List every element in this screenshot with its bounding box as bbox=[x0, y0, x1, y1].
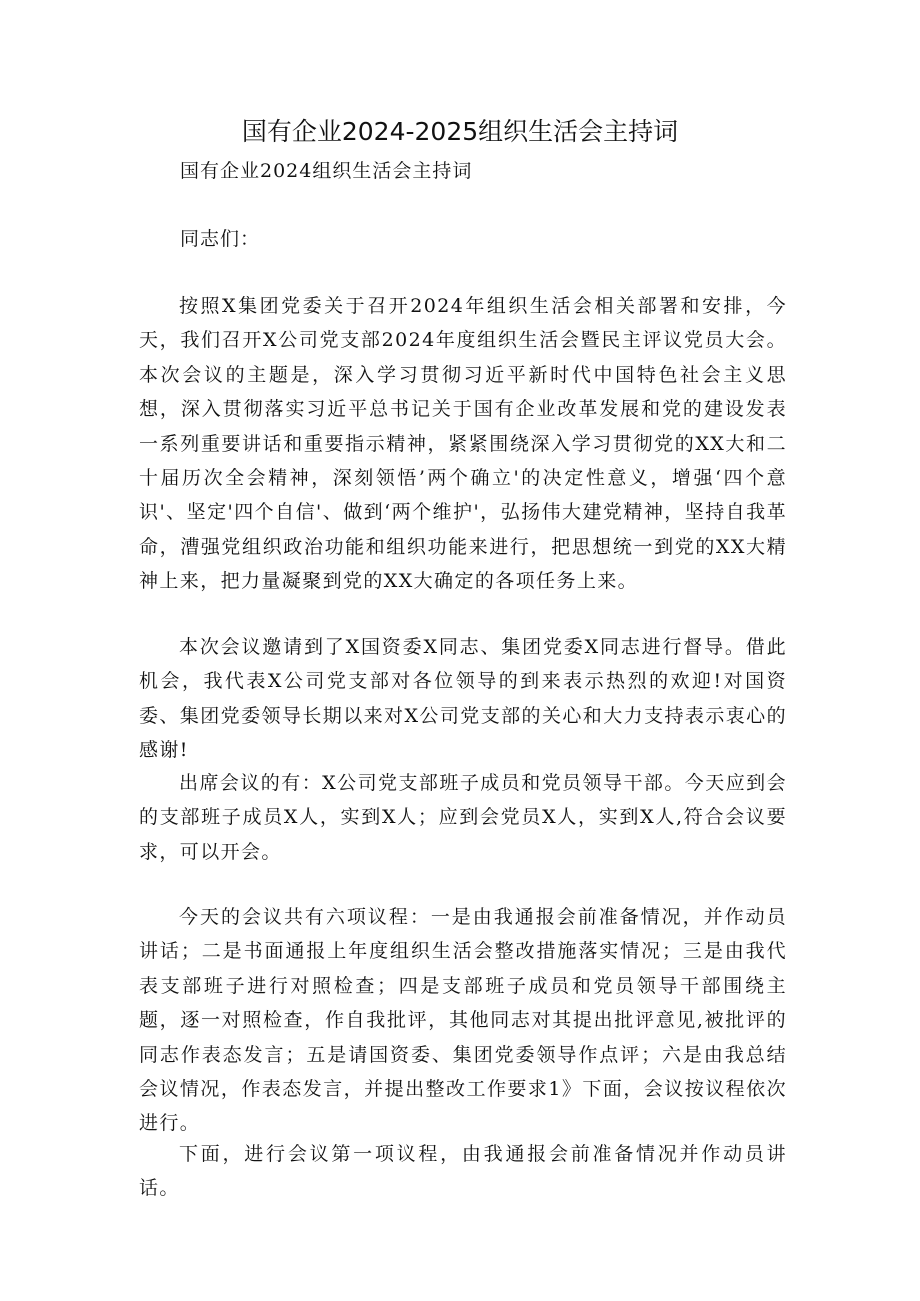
paragraph-agenda: 今天的会议共有六项议程：一是由我通报会前准备情况，并作动员讲话；二是书面通报上年度组织生活会整改措施落实情况；三是由我代表支部班子进行对照检查；四是支部班子成员和党员领导干部围绕主题，逐一对照检查，作自我批评，其他同志对其提出批评意见,被批评的同志作表态发言；五是请国资委、集团党委领导作点评；六是由我总结会议情况，作表态发言，并提出整改工作要求1》下面，会议按议程依次进行。 bbox=[139, 906, 787, 1135]
paragraph-first-item: 下面，进行会议第一项议程，由我通报会前准备情况并作动员讲话。 bbox=[139, 1143, 787, 1200]
paragraph-guests-welcome: 本次会议邀请到了X国资委X同志、集团党委X同志进行督导。借此机会，我代表X公司党支部对各位领导的到来表示热烈的欢迎!对国资委、集团党委领导长期以来对X公司党支部的关心和大力支持表示衷心的感谢! bbox=[139, 636, 787, 762]
salutation: 同志们： bbox=[180, 228, 261, 250]
document-subtitle: 国有企业2024组织生活会主持词 bbox=[180, 160, 473, 182]
paragraph-meeting-theme: 按照X集团党委关于召开2024年组织生活会相关部署和安排，今天，我们召开X公司党支部2024年度组织生活会暨民主评议党员大会。本次会议的主题是，深入学习贯彻习近平新时代中国特色社会主义思想，深入贯彻落实习近平总书记关于国有企业改革发展和党的建设发表一系列重要讲话和重要指示精神，紧紧围绕深入学习贯彻党的XX大和二十届历次全会精神，深刻领悟’两个确立'的决定性意义，增强‘四个意识'、坚定'四个自信'、做到‘两个维护'，弘扬伟大建党精神，坚持自我革命，漕强党组织政治功能和组织功能来进行，把思想统一到党的XX大精神上来，把力量凝聚到党的XX大确定的各项任务上来。 bbox=[139, 295, 787, 593]
document-title: 国有企业2024-2025组织生活会主持词 bbox=[241, 117, 679, 146]
paragraph-attendance: 出席会议的有：X公司党支部班子成员和党员领导干部。今天应到会的支部班子成员X人，实到X人；应到会党员X人，实到X人,符合会议要求，可以开会。 bbox=[139, 772, 787, 863]
